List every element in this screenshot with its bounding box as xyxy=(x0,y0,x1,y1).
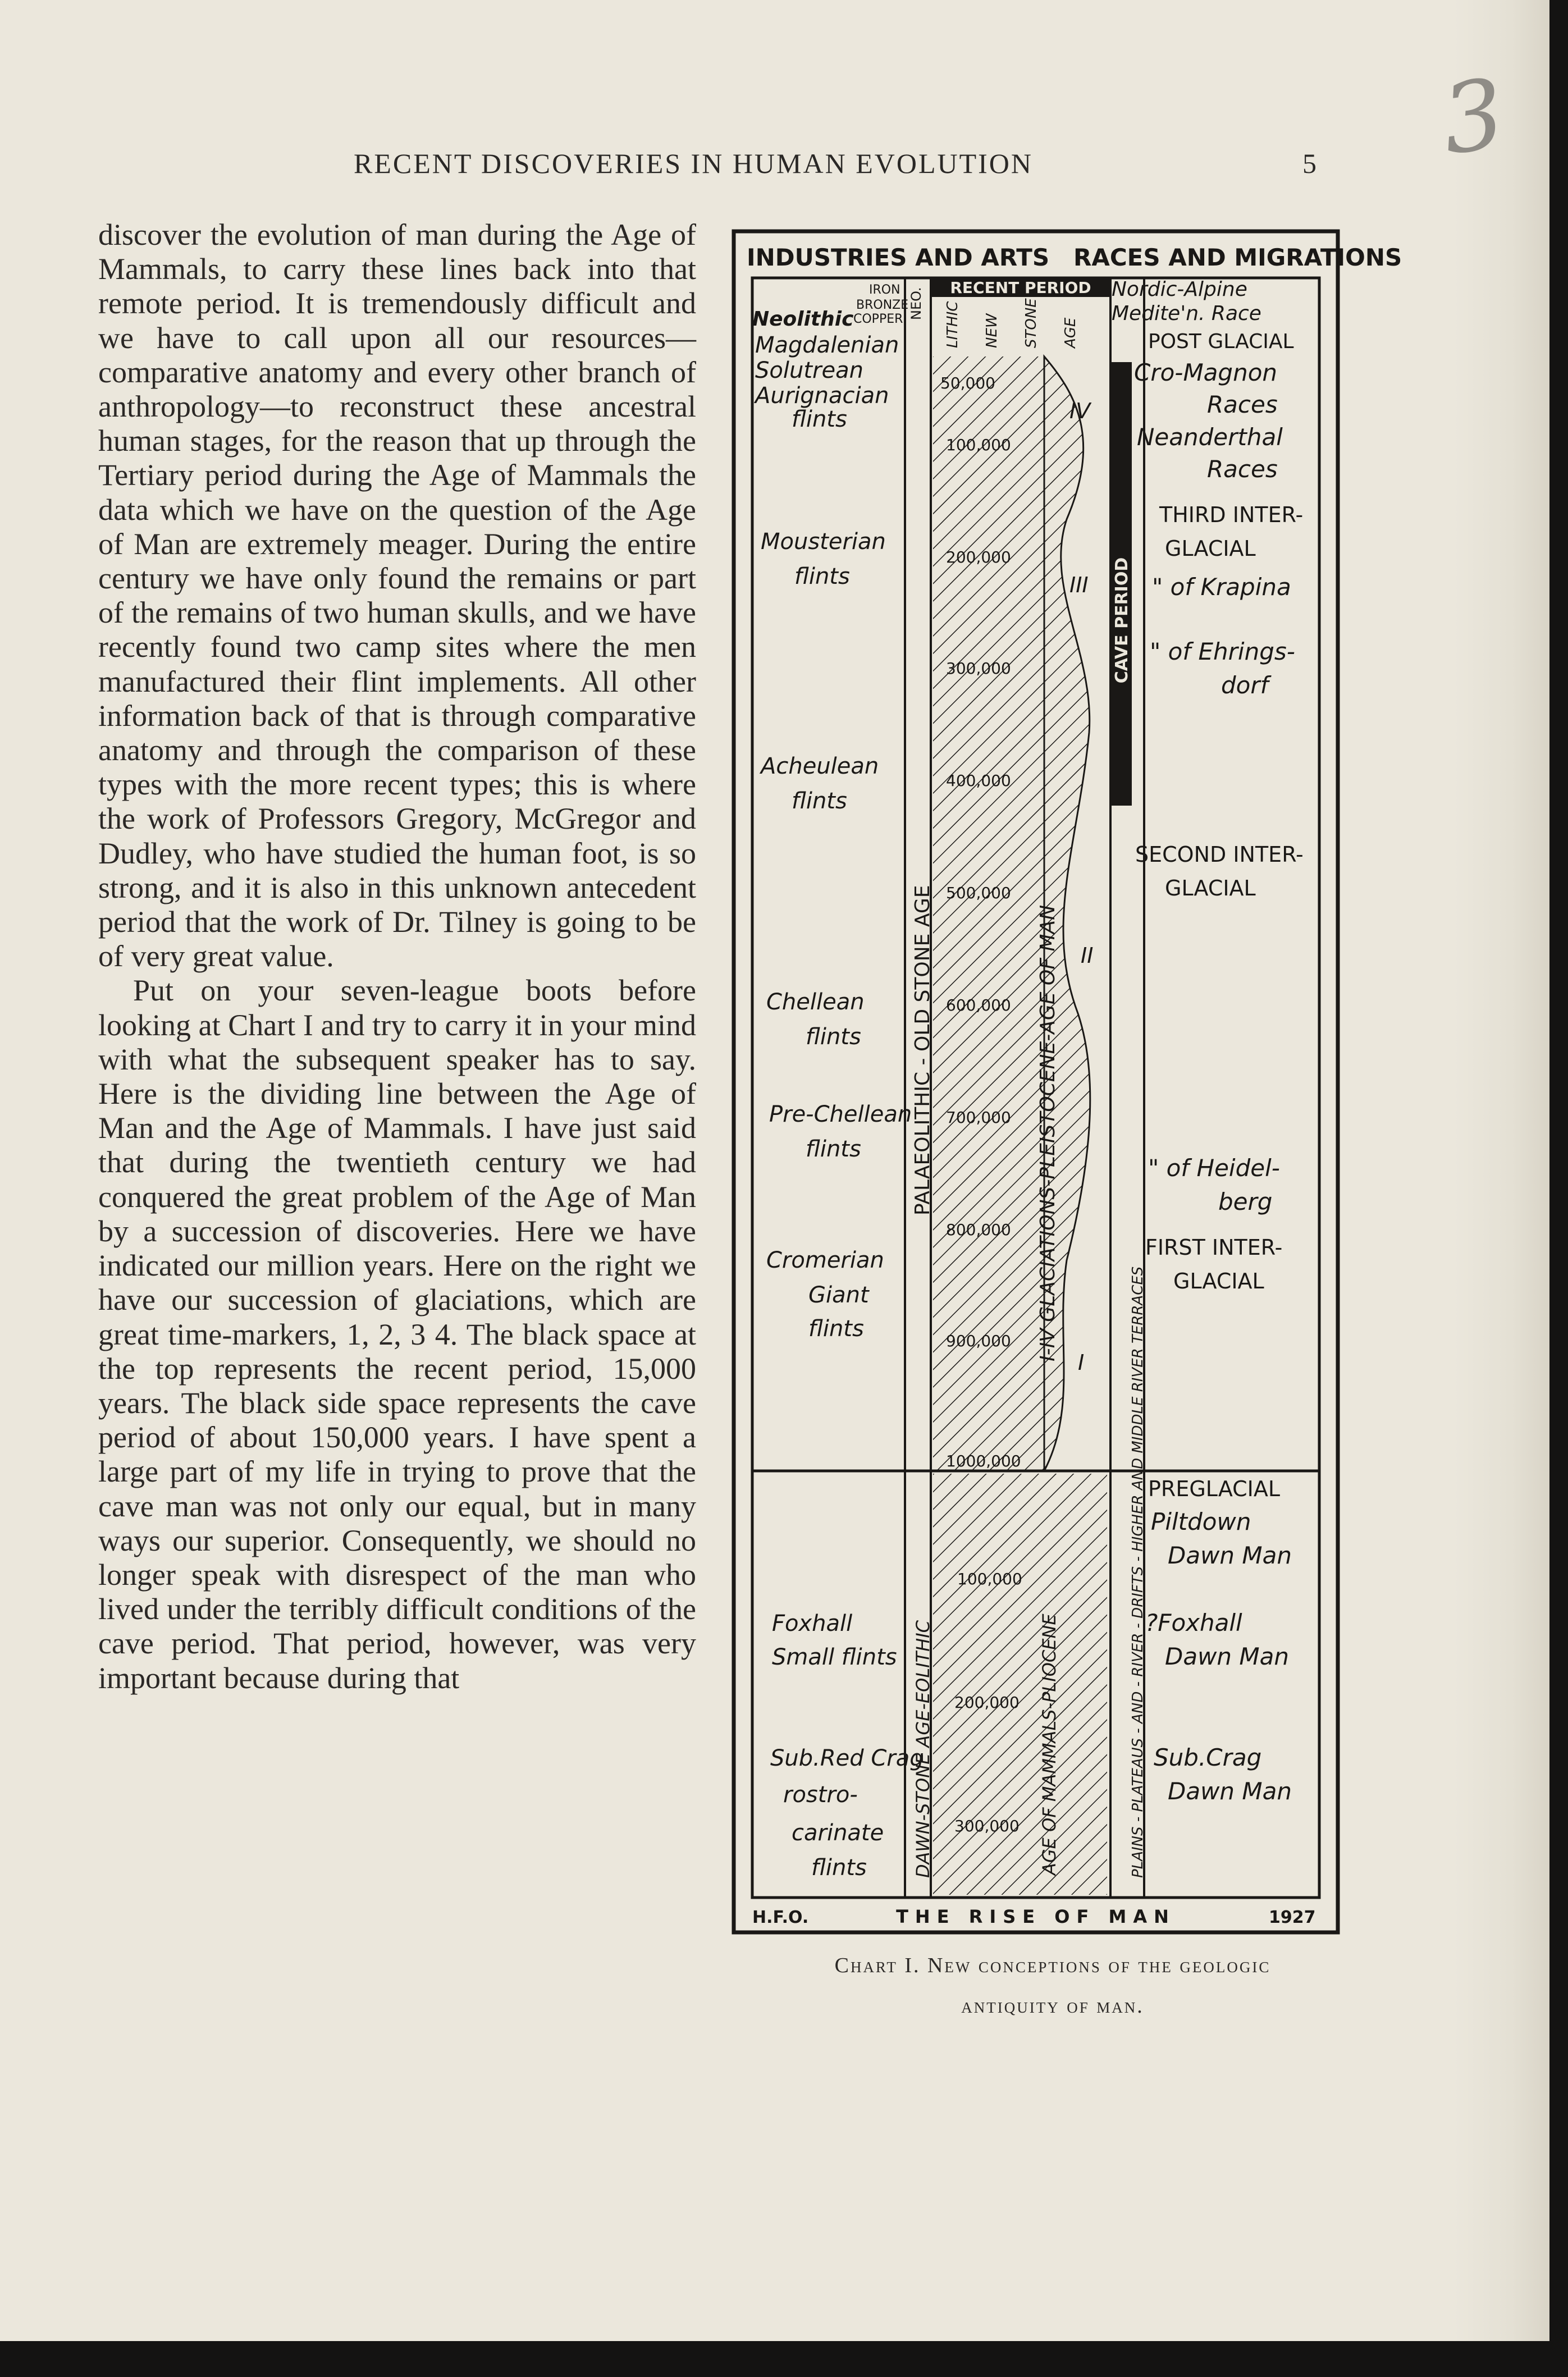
time-tick: 300,000 xyxy=(946,659,1011,678)
race-label: Races xyxy=(1207,455,1278,483)
race-label: Neanderthal xyxy=(1137,423,1283,451)
footer-initials: H.F.O. xyxy=(752,1908,809,1927)
metal-label: IRON xyxy=(869,283,900,297)
race-label: GLACIAL xyxy=(1165,536,1256,561)
industry-label: flints xyxy=(794,564,850,589)
race-label: SECOND INTER- xyxy=(1135,842,1304,867)
race-label: " of Krapina xyxy=(1152,573,1291,601)
palaeolithic-label: PALAEOLITHIC - OLD STONE AGE xyxy=(911,885,934,1215)
glaciation-numeral: IV xyxy=(1069,399,1091,423)
industry-label: Pre-Chellean xyxy=(769,1101,912,1127)
time-tick: 400,000 xyxy=(946,771,1011,790)
paragraph: Put on your seven-league boots before looking at Chart I and try to carry it in your mind with what the subsequent speaker has to say. Here is the dividing line between the Age of Man and the Age of Mammals. I have just said that during the twentieth century we had conquered the great problem of the Age of Man by a succession of discoveries. Here we have indicated our million years. Here on the right we have our succession of glaciations, which are great time-markers, 1, 2, 3 4. The black space at the top represents the recent period, 15,000 years. The black side space represents the cave period of about 150,000 years. I have spent a large part of my life in trying to prove that the cave man was not only our equal, but in many ways our superior. Consequently, we should no longer speak with disrespect of the man who lived under the terribly difficult conditions of the cave period. That period, however, was very important because during that xyxy=(98,973,696,1695)
industry-label: flints xyxy=(811,1855,867,1881)
industry-label: flints xyxy=(806,1136,861,1162)
time-tick: 700,000 xyxy=(946,1108,1011,1127)
race-label: Dawn Man xyxy=(1168,1542,1292,1569)
chart-heading-right: RACES AND MIGRATIONS xyxy=(1073,244,1402,271)
race-label: Medite'n. Race xyxy=(1112,302,1261,325)
figure-caption xyxy=(747,1945,1359,2026)
industry-label: flints xyxy=(792,788,847,814)
industry-label: flints xyxy=(806,1024,861,1050)
time-tick: 500,000 xyxy=(946,884,1011,902)
body-text xyxy=(98,218,696,1695)
time-tick: 800,000 xyxy=(946,1221,1011,1239)
industry-label: Sub.Red Crag xyxy=(770,1745,924,1771)
page-number: 5 xyxy=(1302,148,1316,179)
rise-of-man-chart xyxy=(730,227,1402,1945)
race-label: Sub.Crag xyxy=(1154,1744,1262,1771)
time-tick: 900,000 xyxy=(946,1332,1011,1350)
caption-line: Chart I. New conceptions of the geologic xyxy=(834,1954,1271,1977)
time-tick: 300,000 xyxy=(954,1817,1020,1835)
race-label: dorf xyxy=(1221,671,1269,699)
paragraph: discover the evolution of man during the Age of Mammals, to carry these lines back into that remote period. It is tremendously difficult and we have to call upon all our resources—comparative anatomy and every other branch of anthropology—to reconstruct these ancestral human stages, for the reason that up through the Tertiary period during the Age of Mammals the data which we have on the question of the Age of Man are extremely meager. During the entire century we have only found the remains or part of the remains of two human skulls, and we have recently found two camp sites where the men manufactured their flint implements. All other information back of that is through comparative anatomy and through the comparison of these types with the more recent types; this is where the work of Professors Gregory, McGregor and Dudley, who have studied the human foot, is so strong, and it is also in this unknown antecedent period that the work of Dr. Tilney is going to be of very great value. xyxy=(98,218,696,973)
race-label: Nordic-Alpine xyxy=(1112,278,1247,301)
race-label: Cro-Magnon xyxy=(1134,359,1278,386)
footer-year: 1927 xyxy=(1269,1908,1316,1927)
caption-line: antiquity of man. xyxy=(961,1994,1144,2018)
industry-label: flints xyxy=(808,1316,864,1342)
time-tick: 50,000 xyxy=(940,374,995,392)
time-tick: 600,000 xyxy=(946,996,1011,1014)
metal-label: BRONZE xyxy=(856,298,909,312)
race-label: Piltdown xyxy=(1151,1508,1251,1535)
industry-label: Cromerian xyxy=(766,1247,884,1273)
race-label: GLACIAL xyxy=(1173,1269,1264,1293)
race-label: POST GLACIAL xyxy=(1148,330,1294,353)
neo-column-label: NEO. xyxy=(908,287,924,320)
race-label: THIRD INTER- xyxy=(1159,502,1304,527)
race-label: FIRST INTER- xyxy=(1145,1235,1283,1260)
glaciation-numeral: I xyxy=(1078,1350,1085,1375)
hatch-upper xyxy=(933,356,1044,1471)
new-stone-label: AGE xyxy=(1062,317,1079,348)
running-head: RECENT DISCOVERIES IN HUMAN EVOLUTION xyxy=(354,148,1034,179)
industry-label: Acheulean xyxy=(761,753,879,779)
race-label: PREGLACIAL xyxy=(1148,1477,1281,1501)
industry-label: carinate xyxy=(792,1820,884,1846)
metal-label: COPPER xyxy=(853,312,903,326)
industry-label: Solutrean xyxy=(755,358,863,383)
glaciation-numeral: III xyxy=(1069,573,1089,597)
industry-label: Giant xyxy=(808,1282,869,1308)
industry-label: Mousterian xyxy=(761,529,886,555)
industry-label: Foxhall xyxy=(772,1611,853,1637)
age-of-mammals-label: AGE OF MAMMALS-PLIOCENE xyxy=(1039,1613,1060,1875)
race-label: " of Heidel- xyxy=(1148,1154,1280,1182)
industry-label: rostro- xyxy=(783,1782,858,1808)
industry-label: flints xyxy=(792,406,847,432)
time-tick: 100,000 xyxy=(957,1570,1022,1588)
neolithic-label: Neolithic xyxy=(752,308,854,331)
time-tick: 200,000 xyxy=(946,548,1011,566)
new-stone-label: NEW xyxy=(984,313,1000,348)
glaciation-numeral: II xyxy=(1081,943,1094,968)
industry-label: Magdalenian xyxy=(755,332,899,358)
footer-title: THE RISE OF MAN xyxy=(896,1906,1176,1927)
terraces-label: PLAINS - PLATEAUS - AND - RIVER - DRIFTS - HIGHER AND MIDDLE RIVER TERRACES xyxy=(1130,1266,1146,1878)
new-stone-label: LITHIC xyxy=(944,301,961,348)
time-tick: 1000,000 xyxy=(946,1452,1021,1470)
race-label: berg xyxy=(1218,1188,1273,1215)
race-label: GLACIAL xyxy=(1165,876,1256,900)
industry-label: Aurignacian xyxy=(755,383,889,409)
race-label: " of Ehrings- xyxy=(1150,638,1295,665)
time-tick: 100,000 xyxy=(946,436,1011,454)
handwritten-page-number: 3 xyxy=(1435,58,1511,177)
cave-period-label: CAVE PERIOD xyxy=(1112,557,1132,684)
industry-label: Small flints xyxy=(772,1644,897,1670)
recent-period-label: RECENT PERIOD xyxy=(950,278,1091,297)
dawn-stone-label: DAWN-STONE AGE-EOLITHIC xyxy=(912,1620,934,1878)
race-label: Races xyxy=(1207,391,1278,418)
race-label: Dawn Man xyxy=(1168,1777,1292,1805)
time-tick: 200,000 xyxy=(954,1693,1020,1712)
page-edge xyxy=(1454,0,1549,2341)
industry-label: Chellean xyxy=(766,989,865,1015)
new-stone-label: STONE xyxy=(1023,298,1040,348)
chart-heading-left: INDUSTRIES AND ARTS xyxy=(747,244,1050,271)
race-label: ?Foxhall xyxy=(1145,1609,1242,1637)
race-label: Dawn Man xyxy=(1165,1643,1289,1670)
glaciations-label: I-IV GLACIATIONS-PLEISTOCENE-AGE OF MAN xyxy=(1036,904,1059,1361)
